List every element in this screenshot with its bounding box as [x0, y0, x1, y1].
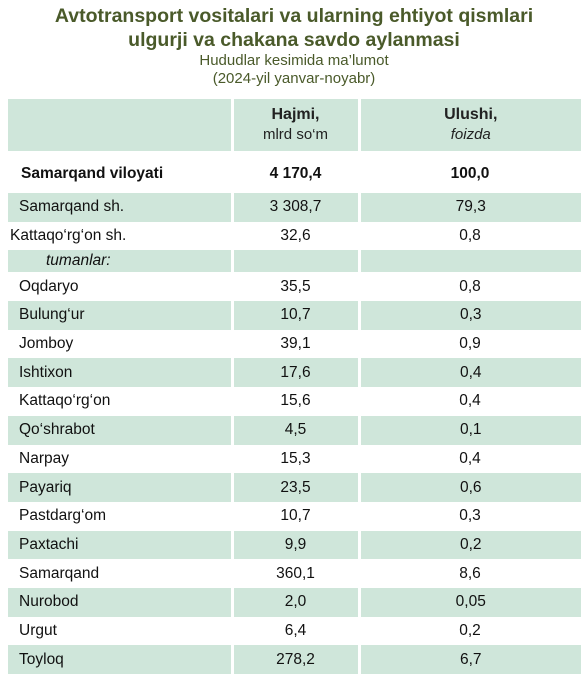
table-row: [8, 330, 581, 359]
share-value: 79,3: [359, 193, 581, 222]
volume-value: 15,3: [280, 449, 311, 467]
volume-value: 39,1: [280, 335, 311, 353]
region-name: Samarqand: [19, 564, 100, 582]
header-share-label: Ulushi,: [444, 106, 498, 123]
table-row: [8, 222, 581, 251]
table-row: [8, 645, 581, 674]
region-name: Urgut: [19, 621, 57, 639]
volume-value: 3 308,7: [232, 193, 359, 222]
table-row: [8, 272, 581, 301]
volume-value: 17,6: [232, 358, 359, 387]
table-row: [8, 588, 581, 617]
region-name: Nurobod: [8, 588, 232, 617]
region-name: Payariq: [8, 473, 232, 502]
title-line-2: ulgurji va chakana savdo aylanmasi: [128, 29, 460, 51]
share-value: 0,8: [459, 227, 481, 245]
total-row: [8, 151, 581, 193]
volume-value: 15,6: [280, 392, 311, 410]
table-row: [8, 559, 581, 588]
header-volume-cell: [232, 99, 359, 151]
region-name: Pastdarg‘om: [19, 507, 107, 525]
table-header-row: [8, 99, 581, 151]
districts-label: tumanlar:: [8, 250, 232, 272]
regional-data-table: [8, 99, 581, 674]
region-name: Jomboy: [19, 335, 74, 353]
region-name: Samarqand viloyati: [21, 165, 164, 182]
table-row: [8, 502, 581, 531]
table-row: [8, 531, 581, 560]
share-value: 100,0: [450, 165, 490, 182]
header-volume-unit: mlrd so‘m: [262, 126, 328, 143]
volume-value: 35,5: [280, 277, 311, 295]
volume-value: 10,7: [280, 507, 311, 525]
region-name: Bulung‘ur: [8, 301, 232, 330]
share-value: 0,05: [359, 588, 581, 617]
share-value: 0,3: [459, 507, 481, 525]
share-value: 0,1: [359, 416, 581, 445]
share-value: 0,3: [359, 301, 581, 330]
region-name: Samarqand sh.: [8, 193, 232, 222]
header-region-cell: [8, 99, 232, 151]
volume-value: 10,7: [232, 301, 359, 330]
share-value: 0,9: [459, 335, 481, 353]
share-value: 0,2: [359, 531, 581, 560]
region-name: Kattaqo‘rg‘on sh.: [10, 227, 127, 245]
volume-value: 6,4: [284, 621, 307, 639]
region-name: Toyloq: [8, 645, 232, 674]
table-row: [8, 193, 581, 222]
table-row: [8, 473, 581, 502]
share-value: 0,2: [459, 621, 481, 639]
empty-cell: [232, 250, 359, 272]
report-header: [0, 0, 588, 88]
table-row: [8, 358, 581, 387]
volume-value: 4 170,4: [269, 165, 322, 182]
volume-value: 4,5: [232, 416, 359, 445]
share-value: 0,6: [359, 473, 581, 502]
subtitle-line-1: Hududlar kesimida ma’lumot: [199, 52, 389, 69]
share-value: 0,8: [459, 277, 481, 295]
share-value: 6,7: [359, 645, 581, 674]
districts-subheader-row: [8, 250, 581, 272]
region-name: Qo‘shrabot: [8, 416, 232, 445]
header-share-unit: foizda: [450, 126, 491, 143]
region-name: Kattaqo‘rg‘on: [19, 392, 111, 410]
header-share-cell: [359, 99, 581, 151]
empty-cell: [359, 250, 581, 272]
table-row: [8, 445, 581, 474]
volume-value: 9,9: [232, 531, 359, 560]
table-row: [8, 416, 581, 445]
table-row: [8, 301, 581, 330]
share-value: 0,4: [359, 358, 581, 387]
volume-value: 2,0: [232, 588, 359, 617]
table-row: [8, 617, 581, 646]
volume-value: 278,2: [232, 645, 359, 674]
share-value: 0,4: [459, 392, 481, 410]
region-name: Ishtixon: [8, 358, 232, 387]
volume-value: 360,1: [276, 564, 315, 582]
share-value: 8,6: [459, 564, 481, 582]
region-name: Oqdaryo: [19, 277, 79, 295]
title-line-1: Avtotransport vositalari va ularning ehtiyot qismlari: [54, 5, 534, 27]
volume-value: 23,5: [232, 473, 359, 502]
region-name: Paxtachi: [8, 531, 232, 560]
table-row: [8, 387, 581, 416]
subtitle-line-2: (2024-yil yanvar-noyabr): [212, 70, 376, 87]
volume-value: 32,6: [280, 227, 311, 245]
region-name: Narpay: [19, 449, 69, 467]
header-volume-label: Hajmi,: [271, 106, 320, 123]
share-value: 0,4: [459, 449, 481, 467]
